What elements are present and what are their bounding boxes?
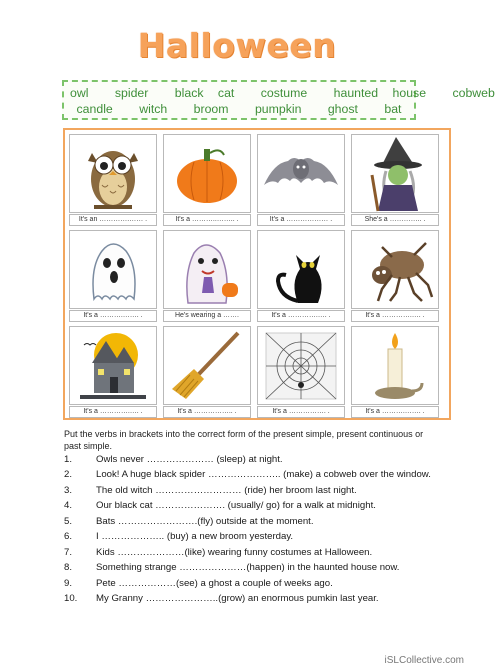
exercise-text: I ……………….. (buy) a new broom yesterday. [96, 531, 294, 542]
picture-cell-cobweb [255, 324, 345, 418]
word-costume: costume [260, 86, 308, 100]
exercise-text: The old witch ……………………… (ride) her broom last night. [96, 485, 357, 496]
word-bat: bat [384, 102, 402, 116]
caption-witch: She's a ………….. . [351, 214, 439, 226]
exercise-number: 10. [64, 593, 78, 604]
picture-cell-owl [67, 132, 157, 226]
word-haunted-house: haunted house [333, 86, 427, 100]
caption-haunted-house: It's a ………….…. . [69, 406, 157, 418]
exercise-number: 4. [64, 500, 73, 511]
picture-cell-bat [255, 132, 345, 226]
exercise-text: Something strange …………………(happen) in the haunted house now. [96, 562, 400, 573]
exercise-text: Look! A huge black spider ………………….. (make) a cobweb over the window. [96, 469, 431, 480]
exercise-number: 9. [64, 578, 73, 589]
bat-picture [257, 134, 345, 213]
exercise-text: My Granny …………………..(grow) an enormous pumkin last year. [96, 593, 379, 604]
word-candle: candle [76, 102, 113, 116]
costume-picture [163, 230, 251, 309]
caption-broom: It's a …………….. . [163, 406, 251, 418]
picture-cell-haunted-house [67, 324, 157, 418]
exercise-number: 8. [64, 562, 73, 573]
picture-cell-broom [161, 324, 251, 418]
word-broom: broom [193, 102, 229, 116]
caption-pumpkin: It's a ………..…….. . [163, 214, 251, 226]
word-spider: spider [114, 86, 149, 100]
word-owl: owl [70, 86, 89, 100]
caption-costume: He's wearing a ……. [163, 310, 251, 322]
caption-cobweb: It's a ……………. . [257, 406, 345, 418]
word-witch: witch [139, 102, 168, 116]
word-ghost: ghost [327, 102, 358, 116]
worksheet-title: Halloween [137, 26, 337, 65]
picture-cell-spider [349, 228, 439, 322]
candle-picture [351, 326, 439, 405]
exercise-number: 7. [64, 547, 73, 558]
word-black-cat: black cat [174, 86, 235, 100]
broom-picture [163, 326, 251, 405]
site-watermark: iSLCollective.com [384, 655, 464, 666]
exercise-number: 3. [64, 485, 73, 496]
picture-cell-witch [349, 132, 439, 226]
exercise-number: 1. [64, 454, 73, 465]
caption-bat: It's a ……………… . [257, 214, 345, 226]
picture-cell-black-cat [255, 228, 345, 322]
word-cobweb: cobweb [452, 86, 495, 100]
caption-ghost: It's a ……….……. . [69, 310, 157, 322]
caption-spider: It's a ………….…. . [351, 310, 439, 322]
caption-owl: It's an ………….…… . [69, 214, 157, 226]
word-bank [62, 80, 495, 120]
exercise-instructions: Put the verbs in brackets into the correct form of the present simple, present continuous or past simple. [64, 429, 424, 451]
owl-picture [69, 134, 157, 213]
word-pumpkin: pumpkin [254, 102, 302, 116]
black-cat-picture [257, 230, 345, 309]
witch-picture [351, 134, 439, 213]
exercise-number: 5. [64, 516, 73, 527]
pumpkin-picture [163, 134, 251, 213]
exercise-text: Our black cat …………………. (usually/ go) for a walk at midnight. [96, 500, 376, 511]
exercise-text: Owls never ………………… (sleep) at night. [96, 454, 283, 465]
picture-cell-costume [161, 228, 251, 322]
exercise-number: 6. [64, 531, 73, 542]
exercise-number: 2. [64, 469, 73, 480]
spider-picture [351, 230, 439, 309]
caption-candle: It's a ……….……. . [351, 406, 439, 418]
picture-grid [63, 128, 451, 420]
exercise-text: Pete ………………(see) a ghost a couple of weeks ago. [96, 578, 333, 589]
exercise-text: Kids …………………(like) wearing funny costumes at Halloween. [96, 547, 373, 558]
word-bank-row-2 [64, 102, 414, 116]
picture-cell-candle [349, 324, 439, 418]
picture-cell-pumpkin [161, 132, 251, 226]
haunted-house-picture [69, 326, 157, 405]
word-bank-row-1 [64, 86, 495, 100]
caption-black-cat: It's a ………….…. . [257, 310, 345, 322]
picture-cell-ghost [67, 228, 157, 322]
exercise-text: Bats …………………….(fly) outside at the moment. [96, 516, 314, 527]
ghost-picture [69, 230, 157, 309]
cobweb-picture [257, 326, 345, 405]
